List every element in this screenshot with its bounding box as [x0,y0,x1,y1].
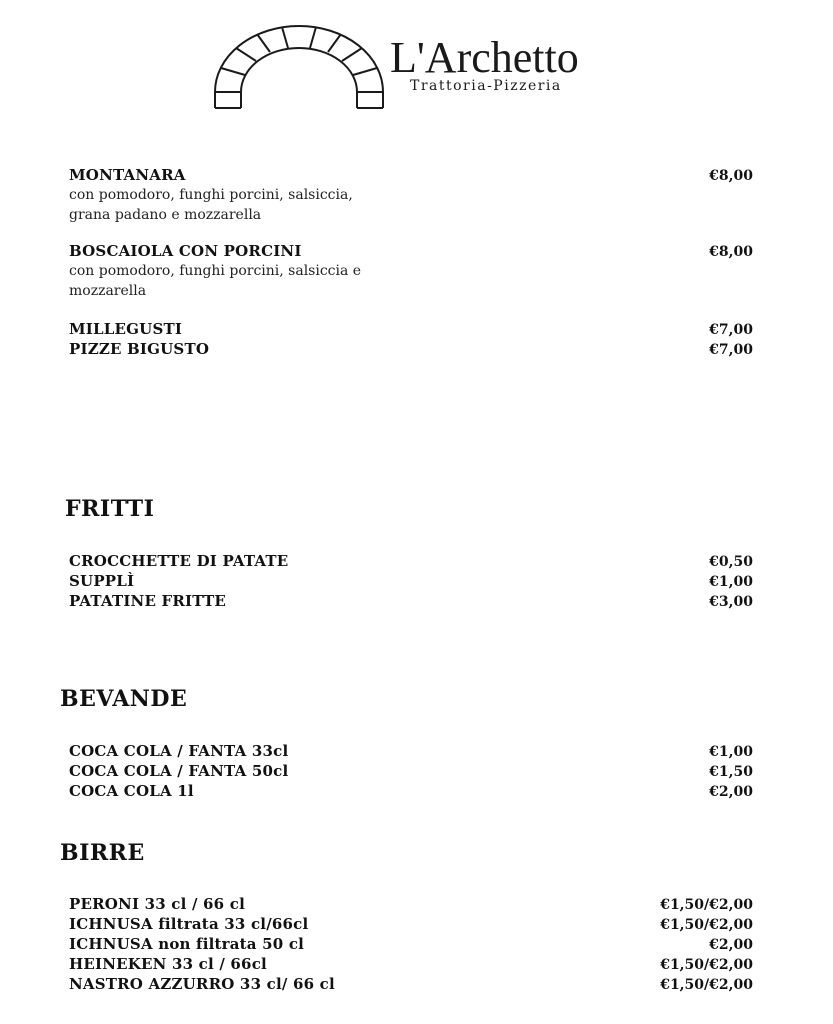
item-price: €7,00 [709,322,753,338]
item-price: €8,00 [709,168,753,184]
list-item [69,571,753,591]
item-price: €7,00 [709,342,753,358]
item-name: MONTANARA [69,166,186,184]
item-name: PIZZE BIGUSTO [69,340,210,358]
list-item [69,781,753,801]
item-price: €1,00 [709,744,753,760]
item-name: BOSCAIOLA CON PORCINI [69,242,302,260]
extra-pizze-list [69,319,753,359]
menu-item-montanara [69,166,753,225]
menu-item-boscaiola [69,242,753,301]
item-price: €2,00 [709,784,753,800]
brand-name: L'Archetto [390,33,579,82]
list-item [69,934,753,954]
list-item [69,741,753,761]
item-name: COCA COLA / FANTA 50cl [69,762,289,780]
list-item [69,761,753,781]
item-price: €1,50/€2,00 [660,977,753,993]
list-item [69,974,753,994]
section-title-bevande: BEVANDE [60,686,188,712]
birre-list [69,894,753,994]
item-price: €1,50/€2,00 [660,957,753,973]
item-name: CROCCHETTE DI PATATE [69,552,289,570]
arch-icon [212,22,387,114]
item-price: €8,00 [709,244,753,260]
list-item [69,591,753,611]
item-name: ICHNUSA non filtrata 50 cl [69,935,305,953]
section-title-fritti: FRITTI [65,496,155,522]
item-price: €1,50 [709,764,753,780]
item-price: €1,50/€2,00 [660,917,753,933]
list-item [69,914,753,934]
section-title-birre: BIRRE [60,840,145,866]
item-price: €2,00 [709,937,753,953]
item-price: €3,00 [709,594,753,610]
item-name: HEINEKEN 33 cl / 66cl [69,955,267,973]
item-description: con pomodoro, funghi porcini, salsiccia e mozzarella [69,263,362,299]
item-name: SUPPLÌ [69,572,135,590]
item-name: ICHNUSA filtrata 33 cl/66cl [69,915,309,933]
list-item [69,954,753,974]
item-name: PERONI 33 cl / 66 cl [69,895,245,913]
list-item [69,894,753,914]
item-name: COCA COLA 1l [69,782,194,800]
item-name: PATATINE FRITTE [69,592,227,610]
list-item [69,319,753,339]
item-name: NASTRO AZZURRO 33 cl/ 66 cl [69,975,335,993]
item-name: COCA COLA / FANTA 33cl [69,742,289,760]
logo [212,22,612,118]
fritti-list [69,551,753,611]
list-item [69,339,753,359]
item-description: con pomodoro, funghi porcini, salsiccia, grana padano e mozzarella [69,187,353,223]
item-price: €1,50/€2,00 [660,897,753,913]
brand-subtitle: Trattoria-Pizzeria [410,78,562,94]
list-item [69,551,753,571]
item-price: €0,50 [709,554,753,570]
bevande-list [69,741,753,801]
item-name: MILLEGUSTI [69,320,183,338]
item-price: €1,00 [709,574,753,590]
